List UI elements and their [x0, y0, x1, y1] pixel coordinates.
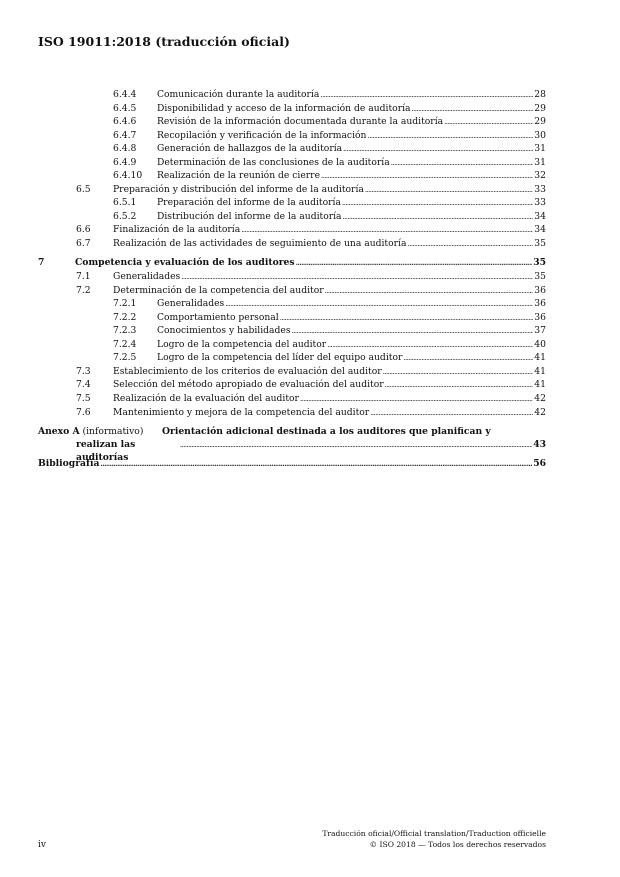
toc-entry-title: Realización de las actividades de seguimiento de una auditoría — [113, 238, 407, 250]
toc-entry-number: 7.2.1 — [113, 298, 137, 310]
toc-entry[interactable] — [38, 223, 546, 237]
dot-leader — [407, 238, 533, 252]
toc-entry-page: 29 — [534, 102, 546, 114]
toc-entry-number: 6.4.4 — [113, 89, 137, 100]
toc-entry-page: 41 — [534, 365, 546, 377]
dot-leader — [296, 256, 533, 270]
toc-entry-title: Logro de la competencia del auditor — [157, 338, 327, 350]
toc-entry[interactable] — [38, 210, 546, 224]
toc-entry[interactable] — [38, 406, 546, 420]
dot-leader — [225, 298, 533, 312]
toc-entry[interactable] — [38, 142, 546, 156]
toc-entry[interactable] — [38, 311, 546, 325]
dot-leader — [370, 407, 533, 421]
toc-entry-page: 31 — [534, 156, 546, 168]
toc-entry[interactable] — [38, 129, 546, 143]
toc-entry-title: Finalización de la auditoría — [113, 224, 241, 236]
toc-entry-title: Realización de la evaluación del auditor — [113, 393, 299, 405]
toc-entry-title: Determinación de las conclusiones de la auditoría — [157, 156, 390, 168]
dot-leader — [100, 457, 532, 470]
toc-entry-number: 6.5.2 — [113, 210, 137, 222]
toc-entry-number: 7.2.4 — [113, 338, 137, 350]
toc-entry-title: Determinación de la competencia del auditor — [113, 284, 324, 296]
toc-entry-title: Conocimientos y habilidades — [157, 325, 291, 337]
toc-entry-number: 6.4.9 — [113, 156, 137, 168]
toc-entry-title: Establecimiento de los criterios de evaluación del auditor — [113, 365, 382, 377]
dot-leader — [342, 197, 533, 211]
toc-entry-page: 35 — [534, 271, 546, 283]
toc-entry-number: 7.2.2 — [113, 311, 137, 323]
toc-entry-page: 41 — [534, 379, 546, 391]
dot-leader — [321, 170, 533, 184]
toc-entry[interactable] — [38, 169, 546, 183]
toc-entry-page: 34 — [534, 224, 546, 236]
toc-entry-page: 40 — [534, 338, 546, 350]
toc-entry-title: Generación de hallazgos de la auditoría — [157, 143, 343, 155]
dot-leader — [241, 224, 533, 238]
toc-entry-title: Comportamiento personal — [157, 311, 279, 323]
annex-label: Anexo A (informativo) — [38, 426, 144, 438]
toc-entry-number: 6.4.7 — [113, 129, 137, 141]
toc-entry-number: 7 — [38, 256, 45, 268]
dot-leader — [403, 352, 533, 366]
toc-entry-number: 7.5 — [76, 393, 91, 405]
table-of-contents — [38, 88, 546, 470]
toc-entry[interactable] — [38, 196, 546, 210]
toc-entry-page: 33 — [534, 183, 546, 195]
footer-copyright — [322, 828, 546, 850]
translation-note: Traducción oficial/Official translation/Traduction officielle — [322, 829, 546, 838]
dot-leader — [325, 285, 533, 299]
toc-entry-page: 36 — [534, 284, 546, 296]
toc-entry[interactable] — [38, 284, 546, 298]
toc-entry-number: 6.4.5 — [113, 102, 137, 114]
toc-entry-title: Generalidades — [113, 271, 181, 283]
dot-leader — [385, 379, 533, 393]
toc-entry-number: 6.4.6 — [113, 116, 137, 128]
dot-leader — [365, 184, 533, 198]
dot-leader — [343, 211, 533, 225]
toc-entry-title: Disponibilidad y acceso de la información de auditoría — [157, 102, 411, 114]
dot-leader — [300, 393, 533, 407]
toc-entry[interactable] — [38, 102, 546, 116]
dot-leader — [444, 116, 533, 130]
toc-entry-page: 30 — [534, 129, 546, 141]
annex-title-line1: Orientación adicional destinada a los auditores que planifican y — [162, 426, 491, 438]
dot-leader — [181, 271, 533, 285]
toc-entry-title: Competencia y evaluación de los auditores — [75, 256, 295, 268]
toc-entry-page: 37 — [534, 325, 546, 337]
dot-leader — [320, 89, 533, 103]
toc-entry[interactable] — [38, 183, 546, 197]
toc-entry[interactable] — [38, 378, 546, 392]
toc-entry[interactable] — [38, 392, 546, 406]
toc-entry-page: 33 — [534, 197, 546, 209]
toc-entry[interactable] — [38, 115, 546, 129]
dot-leader — [412, 103, 533, 117]
toc-entry-page: 42 — [534, 393, 546, 405]
toc-entry-page: 41 — [534, 352, 546, 364]
dot-leader — [327, 339, 533, 353]
toc-entry-title: Comunicación durante la auditoría — [157, 89, 320, 100]
dot-leader — [280, 312, 533, 326]
bibliography-page: 56 — [533, 458, 546, 470]
toc-entry-number: 7.4 — [76, 379, 91, 391]
toc-entry-page: 28 — [534, 89, 546, 100]
toc-entry-number: 7.2.5 — [113, 352, 137, 364]
toc-entry-page: 31 — [534, 143, 546, 155]
toc-entry[interactable] — [38, 270, 546, 284]
dot-leader — [367, 130, 533, 144]
toc-entry-number: 6.4.10 — [113, 170, 143, 182]
toc-entry[interactable] — [38, 351, 546, 365]
toc-entry-page: 35 — [534, 238, 546, 250]
toc-entry-number: 6.6 — [76, 224, 91, 236]
toc-bibliography-entry[interactable] — [38, 457, 546, 470]
toc-entry[interactable] — [38, 156, 546, 170]
toc-entry-number: 6.5.1 — [113, 197, 137, 209]
toc-entry-title: Selección del método apropiado de evaluación del auditor — [113, 379, 384, 391]
toc-entry[interactable] — [38, 237, 546, 251]
document-header: ISO 19011:2018 (traducción oficial) — [38, 34, 290, 49]
toc-entry-number: 7.3 — [76, 365, 91, 377]
toc-entry-number: 6.4.8 — [113, 143, 137, 155]
toc-entry-title: Realización de la reunión de cierre — [157, 170, 321, 182]
toc-entry-number: 7.1 — [76, 271, 91, 283]
toc-entry[interactable] — [38, 324, 546, 338]
toc-entry-title: Distribución del informe de la auditoría — [157, 210, 342, 222]
annex-title-line2: realizan las auditorías ..... 43 — [76, 438, 546, 464]
toc-entry-number: 7.2.3 — [113, 325, 137, 337]
toc-entry-title: Recopilación y verificación de la información — [157, 129, 367, 141]
toc-entry-page: 29 — [534, 116, 546, 128]
dot-leader — [343, 143, 533, 157]
toc-entry-page: 35 — [533, 256, 546, 268]
toc-entry-page: 36 — [534, 311, 546, 323]
page-number: iv — [38, 840, 46, 850]
toc-entry-title: Mantenimiento y mejora de la competencia del auditor — [113, 406, 370, 418]
toc-entry[interactable] — [38, 365, 546, 379]
toc-entry-number: 6.7 — [76, 238, 91, 250]
dot-leader — [383, 366, 533, 380]
toc-rows — [38, 88, 546, 419]
toc-entry-page: 36 — [534, 298, 546, 310]
toc-entry[interactable] — [38, 256, 546, 270]
toc-entry[interactable] — [38, 338, 546, 352]
toc-entry-title: Preparación del informe de la auditoría — [157, 197, 341, 209]
toc-entry[interactable] — [38, 88, 546, 102]
copyright-note: © ISO 2018 — Todos los derechos reservados — [369, 840, 546, 849]
toc-entry-number: 7.6 — [76, 406, 91, 418]
toc-entry-title: Logro de la competencia del líder del equipo auditor — [157, 352, 403, 364]
dot-leader — [180, 439, 532, 452]
toc-entry-number: 6.5 — [76, 183, 91, 195]
annex-page: 43 — [533, 439, 546, 451]
toc-entry-page: 32 — [534, 170, 546, 182]
toc-entry-page: 42 — [534, 406, 546, 418]
toc-entry-number: 7.2 — [76, 284, 91, 296]
toc-entry[interactable] — [38, 297, 546, 311]
toc-entry-title: Revisión de la información documentada durante la auditoría — [157, 116, 444, 128]
bibliography-title: Bibliografía — [38, 458, 100, 470]
dot-leader — [292, 325, 533, 339]
toc-entry-page: 34 — [534, 210, 546, 222]
dot-leader — [391, 157, 533, 171]
toc-entry-title: Preparación y distribución del informe de la auditoría — [113, 183, 364, 195]
toc-entry-title: Generalidades — [157, 298, 225, 310]
